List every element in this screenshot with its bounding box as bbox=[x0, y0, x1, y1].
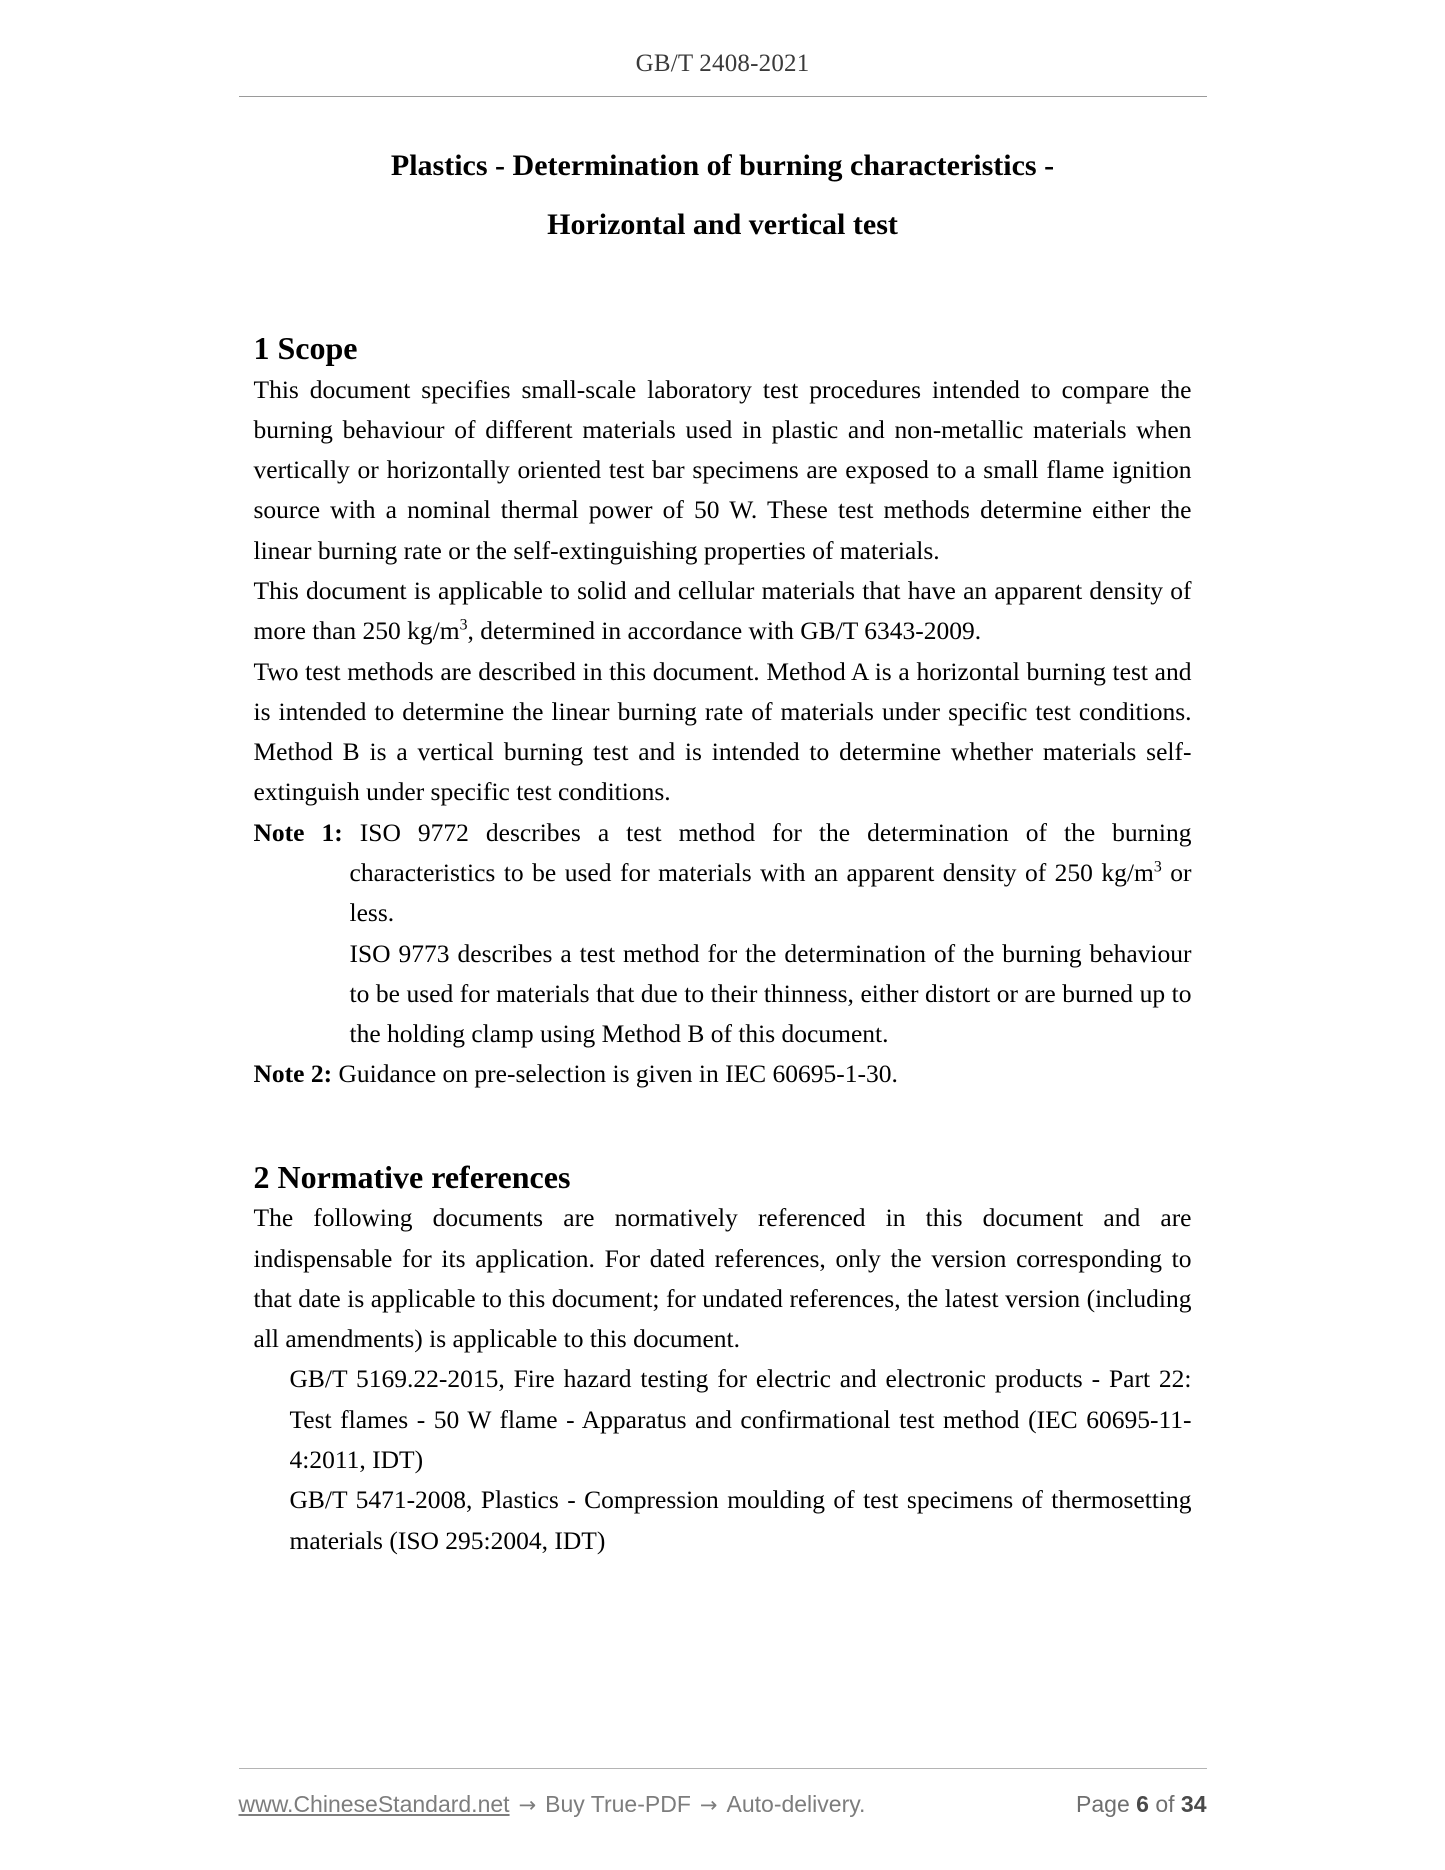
note-1-density-superscript: 3 bbox=[1153, 858, 1162, 876]
page-word: Page bbox=[1076, 1791, 1130, 1817]
scope-paragraph-1: This document specifies small-scale laboratory test procedures intended to compare the burning behaviour of different materials used in plastic and non-metallic materials when vertically or horizontally oriented test bar specimens are exposed to a small flame ignition source with a nominal thermal power of 50 W. These test methods determine either the linear burning rate or the self-extinguishing properties of materials. bbox=[253, 374, 1192, 565]
of-word: of bbox=[1155, 1791, 1175, 1817]
note-1-continuation: ISO 9773 describes a test method for the determination of the burning behaviour to be used for materials that due to their thinness, either distort or are burned up to the holding clamp using Method B of this document. bbox=[349, 938, 1192, 1049]
footer-promo bbox=[239, 1791, 866, 1818]
auto-delivery-text: Auto-delivery. bbox=[726, 1791, 866, 1817]
note-1-label: Note 1: bbox=[253, 817, 343, 847]
total-page-count: 34 bbox=[1180, 1791, 1207, 1817]
footer-divider bbox=[239, 1768, 1207, 1769]
standard-code: GB/T 2408-2021 bbox=[635, 50, 810, 77]
running-header bbox=[0, 0, 1445, 97]
chinesestandard-link[interactable]: www.ChineseStandard.net bbox=[238, 1791, 510, 1817]
document-title bbox=[254, 137, 1192, 254]
density-superscript: 3 bbox=[459, 616, 468, 634]
scope-paragraph-2-text-b: , determined in accordance with GB/T 6343-2009. bbox=[467, 616, 982, 646]
buy-true-pdf-text: Buy True-PDF bbox=[545, 1791, 691, 1817]
current-page-number: 6 bbox=[1136, 1791, 1149, 1817]
scope-paragraph-3: Two test methods are described in this document. Method A is a horizontal burning test and is intended to determine the linear burning rate of materials under specific test conditions. Method B is a vertical burning test and is intended to determine whether materials self-extinguish under specific test conditions. bbox=[253, 656, 1192, 807]
note-2-text: Guidance on pre-selection is given in IEC 60695-1-30. bbox=[338, 1059, 898, 1089]
scope-paragraph-2 bbox=[254, 571, 1192, 652]
note-1 bbox=[254, 813, 1192, 934]
page-footer bbox=[239, 1768, 1207, 1818]
page-content bbox=[254, 97, 1192, 1561]
page-indicator bbox=[1076, 1791, 1206, 1818]
arrow-right-icon: → bbox=[699, 1793, 718, 1817]
arrow-right-icon: → bbox=[518, 1793, 537, 1817]
title-line-1: Plastics - Determination of burning characteristics - bbox=[390, 149, 1055, 182]
scope-paragraph-2-text-a: This document is applicable to solid and cellular materials that have an apparent density of more than 250 kg/m bbox=[253, 576, 1192, 646]
reference-entry: GB/T 5471-2008, Plastics - Compression moulding of test specimens of thermosetting materials (ISO 295:2004, IDT) bbox=[289, 1485, 1192, 1555]
note-2-label: Note 2: bbox=[253, 1059, 333, 1089]
title-line-2: Horizontal and vertical test bbox=[547, 207, 898, 241]
note-1-text-b: or less. bbox=[349, 857, 1192, 928]
heading-normative-references: 2 Normative references bbox=[253, 1158, 571, 1195]
heading-scope: 1 Scope bbox=[253, 330, 358, 366]
note-2 bbox=[254, 1054, 1192, 1094]
reference-entry: GB/T 5169.22-2015, Fire hazard testing for electric and electronic products - Part 22: Test flames - 50 W flame - Apparatus and confirmational test method (IEC 60695-11-4:2011, IDT) bbox=[289, 1364, 1192, 1474]
note-1-text-a: ISO 9772 describes a test method for the determination of the burning characteristics to be used for materials with an apparent density of 250 kg/m bbox=[349, 817, 1192, 887]
normative-references-intro: The following documents are normatively referenced in this document and are indispensable for its application. For dated references, only the version corresponding to that date is applicable to this document; for undated references, the latest version (including all amendments) is applicable to this document. bbox=[253, 1203, 1192, 1354]
footer-row bbox=[239, 1791, 1207, 1818]
